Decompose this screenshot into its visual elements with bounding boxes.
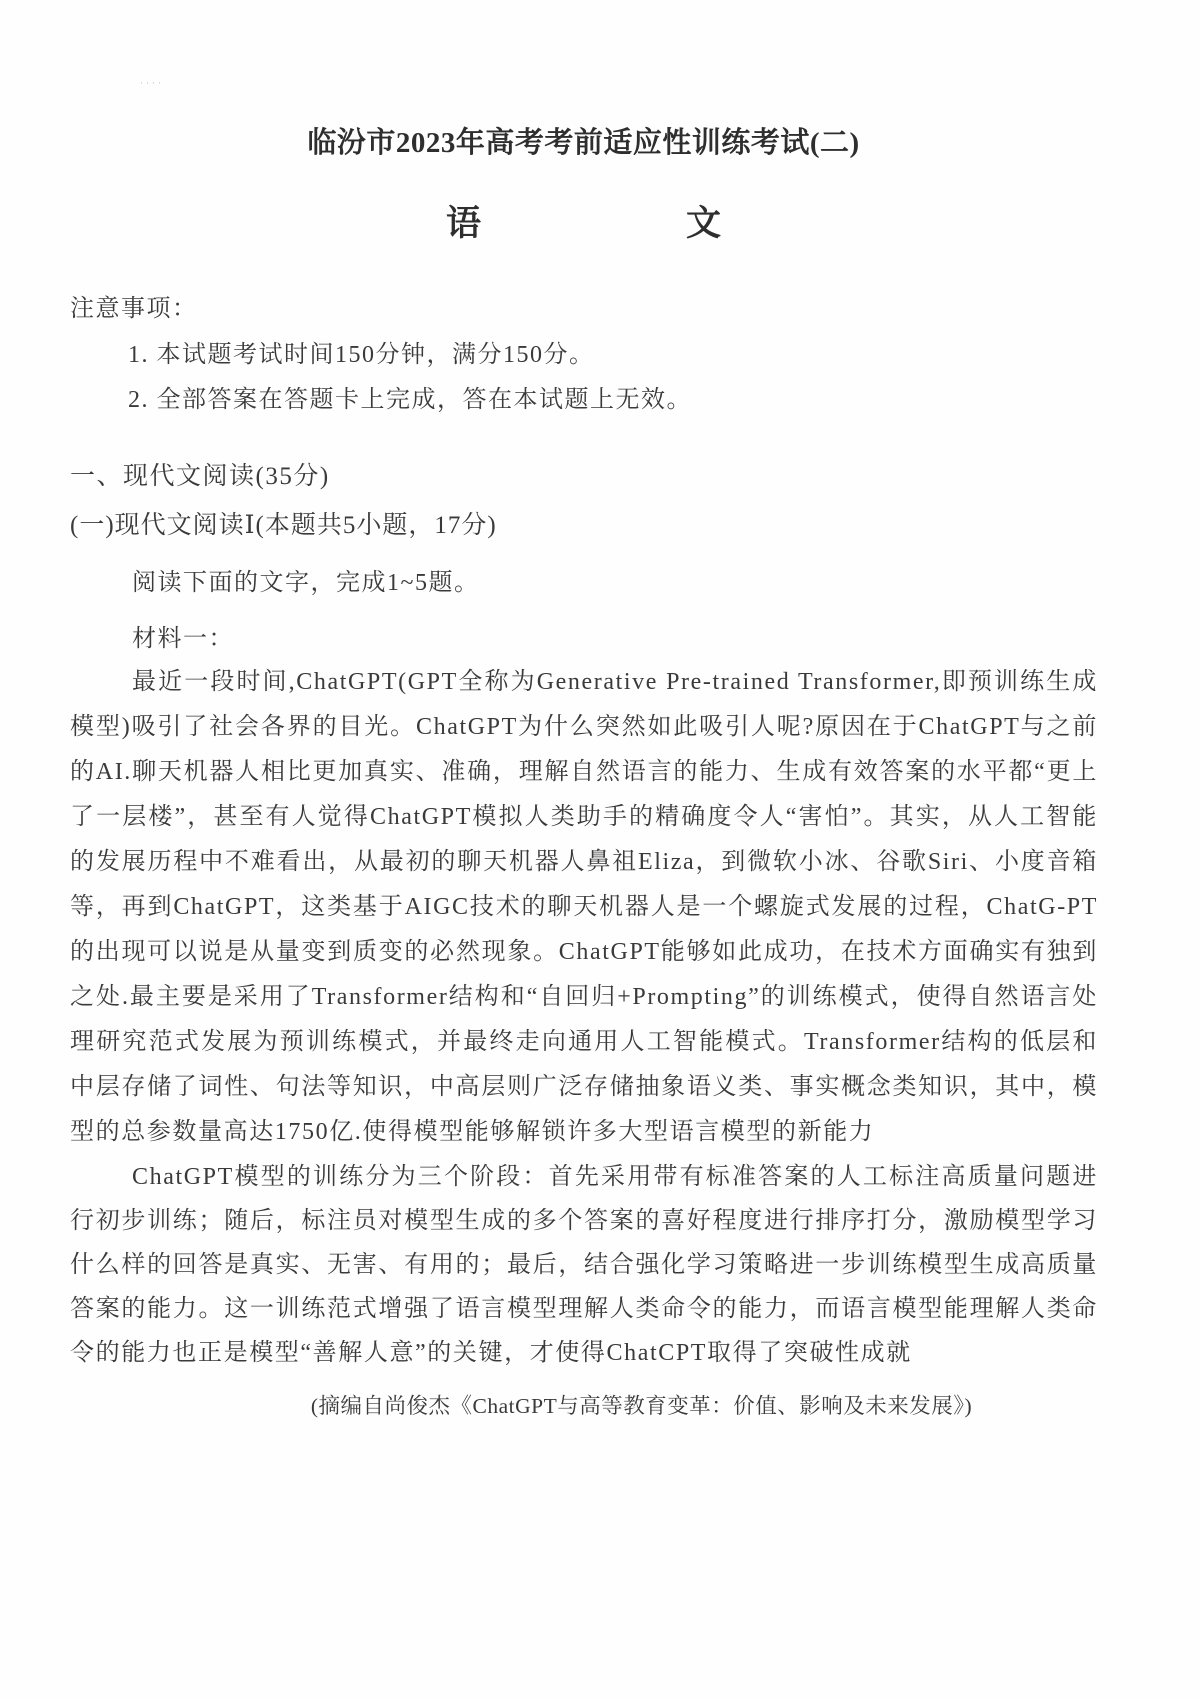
subject-char-yu: 语 — [445, 204, 481, 243]
exam-title: 临汾市2023年高考考前适应性训练考试(二) — [307, 127, 860, 159]
passage-attribution: (摘编自尚俊杰《ChatGPT与高等教育变革：价值、影响及未来发展》) — [310, 1394, 973, 1418]
notice-label: 注意事项： — [70, 296, 198, 322]
reading-passage — [70, 660, 1098, 1420]
scan-artifact-dots: ···· — [140, 78, 164, 88]
passage-paragraph-1: 最近一段时间,ChatGPT(GPT全称为Generative Pre-trained Transformer,即预训练生成模型)吸引了社会各界的目光。ChatGPT为什么突然如此吸引人呢?原因在于ChatGPT与之前的AI.聊天机器人相比更加真实、准确，理解自然语言的能力、生成有效答案的水平都“更上了一层楼”，甚至有人觉得ChatGPT模拟人类助手的精确度令人“害怕”。其实，从人工智能的发展历程中不难看出，从最初的聊天机器人鼻祖Eliza，到微软小冰、谷歌Siri、小度音箱等，再到ChatGPT，这类基于AIGC技术的聊天机器人是一个螺旋式发展的过程，ChatG-PT的出现可以说是从量变到质变的必然现象。ChatGPT能够如此成功，在技术方面确实有独到之处.最主要是采用了Transformer结构和“自回归+Prompting”的训练模式，使得自然语言处理研究范式发展为预训练模式，并最终走向通用人工智能模式。Transformer结构的低层和中层存储了词性、句法等知识，中高层则广泛存储抽象语义类、事实概念类知识，其中，模型的总参数量高达1750亿.使得模型能够解锁许多大型语言模型的新能力 — [70, 669, 1098, 1145]
notice-item-duration: 1. 本试题考试时间150分钟，满分150分。 — [128, 342, 595, 368]
subject-char-wen: 文 — [686, 204, 722, 243]
material-one-label: 材料一： — [132, 626, 234, 652]
section-heading-modern-reading: 一、现代文阅读(35分) — [70, 463, 330, 490]
subject-title — [70, 196, 1097, 246]
reading-instruction: 阅读下面的文字，完成1~5题。 — [132, 570, 480, 596]
subsection-heading-reading-1: (一)现代文阅读Ⅰ(本题共5小题，17分) — [70, 512, 497, 539]
passage-paragraph-2: ChatGPT模型的训练分为三个阶段：首先采用带有标准答案的人工标注高质量问题进行初步训练；随后，标注员对模型生成的多个答案的喜好程度进行排序打分，激励模型学习什么样的回答是真实、无害、有用的；最后，结合强化学习策略进一步训练模型生成高质量答案的能力。这一训练范式增强了语言模型理解人类命令的能力，而语言模型能理解人类命令的能力也正是模型“善解人意”的关键，才使得ChatCPT取得了突破性成就 — [70, 1164, 1098, 1366]
notice-item-answer-sheet: 2. 全部答案在答题卡上完成，答在本试题上无效。 — [128, 387, 692, 413]
